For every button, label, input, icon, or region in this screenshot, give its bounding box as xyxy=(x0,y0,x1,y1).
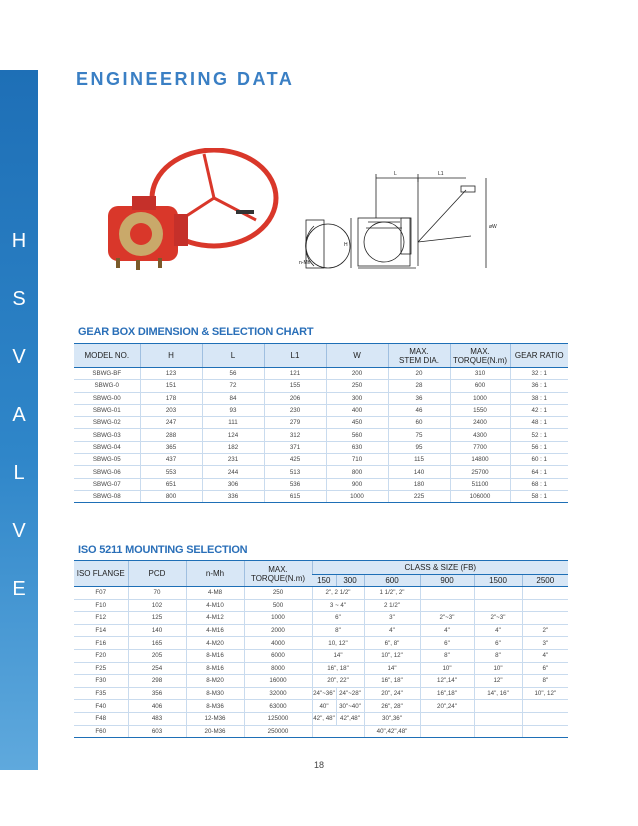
class-size-header: 900 xyxy=(420,575,474,587)
table-cell: 123 xyxy=(140,368,202,380)
table-cell: SBWG-08 xyxy=(74,490,140,502)
table-cell: 630 xyxy=(326,441,388,453)
iso-flange-cell: F48 xyxy=(74,712,128,725)
torque-cell: 250000 xyxy=(244,725,312,738)
pcd-cell: 298 xyxy=(128,675,186,688)
class-size-cell xyxy=(522,712,568,725)
nmh-cell: 8-M16 xyxy=(186,662,244,675)
class-size-cell: 3 ~ 4" xyxy=(312,599,364,612)
table-cell: 400 xyxy=(326,404,388,416)
class-size-cell: 3" xyxy=(364,612,420,625)
torque-cell: 2000 xyxy=(244,624,312,637)
class-size-cell: 4" xyxy=(420,624,474,637)
table-cell: SBWG-01 xyxy=(74,404,140,416)
dimension-drawing xyxy=(306,174,486,268)
class-size-cell: 12",14" xyxy=(420,675,474,688)
nmh-cell: 20-M36 xyxy=(186,725,244,738)
class-size-cell: 8" xyxy=(474,649,522,662)
brand-letter: S xyxy=(12,288,26,310)
brand-letters xyxy=(0,230,38,600)
column-header: CLASS & SIZE (FB) xyxy=(312,561,568,575)
table-cell: 250 xyxy=(326,380,388,392)
torque-cell: 6000 xyxy=(244,649,312,662)
column-header: W xyxy=(326,344,388,368)
table-cell: 151 xyxy=(140,380,202,392)
table-cell: SBWG-06 xyxy=(74,466,140,478)
class-size-cell: 42",48" xyxy=(336,712,364,725)
table-cell: 710 xyxy=(326,454,388,466)
class-size-cell: 10" xyxy=(420,662,474,675)
table-row xyxy=(74,441,568,453)
class-size-cell xyxy=(522,725,568,738)
class-size-cell: 2"~3" xyxy=(420,612,474,625)
label-h: H xyxy=(344,242,348,248)
class-size-cell xyxy=(420,587,474,600)
table-cell: 124 xyxy=(202,429,264,441)
pcd-cell: 356 xyxy=(128,687,186,700)
pcd-cell: 165 xyxy=(128,637,186,650)
class-size-cell xyxy=(522,700,568,713)
brand-letter: L xyxy=(13,462,25,484)
nmh-cell: 8-M36 xyxy=(186,700,244,713)
table-row xyxy=(74,637,568,650)
nmh-cell: 4-M12 xyxy=(186,612,244,625)
table-cell: 58 : 1 xyxy=(510,490,568,502)
table-cell: 182 xyxy=(202,441,264,453)
table-cell: 36 : 1 xyxy=(510,380,568,392)
table-cell: 25700 xyxy=(450,466,510,478)
iso-mounting-table xyxy=(74,560,568,738)
class-size-cell: 30",36" xyxy=(364,712,420,725)
torque-cell: 4000 xyxy=(244,637,312,650)
class-size-cell: 6" xyxy=(312,612,364,625)
nmh-cell: 8-M20 xyxy=(186,675,244,688)
product-illustration xyxy=(96,148,606,298)
pcd-cell: 406 xyxy=(128,700,186,713)
table-row xyxy=(74,662,568,675)
table-row xyxy=(74,712,568,725)
brand-letter: A xyxy=(12,404,26,426)
table-cell: SBWG-03 xyxy=(74,429,140,441)
table-cell: 231 xyxy=(202,454,264,466)
table-cell: 600 xyxy=(450,380,510,392)
table-cell: 553 xyxy=(140,466,202,478)
column-header: L1 xyxy=(264,344,326,368)
table-cell: 52 : 1 xyxy=(510,429,568,441)
table-row xyxy=(74,725,568,738)
table-cell: 437 xyxy=(140,454,202,466)
class-size-cell: 16",18" xyxy=(420,687,474,700)
torque-cell: 16000 xyxy=(244,675,312,688)
torque-cell: 1000 xyxy=(244,612,312,625)
table-row xyxy=(74,454,568,466)
table-cell: 36 xyxy=(388,392,450,404)
table-cell: 206 xyxy=(264,392,326,404)
iso-flange-cell: F40 xyxy=(74,700,128,713)
table-cell: 800 xyxy=(326,466,388,478)
class-size-cell: 8" xyxy=(420,649,474,662)
iso-flange-cell: F25 xyxy=(74,662,128,675)
label-l1: L1 xyxy=(438,171,444,177)
class-size-cell: 10", 12" xyxy=(522,687,568,700)
pcd-cell: 125 xyxy=(128,612,186,625)
table-cell: SBWG-04 xyxy=(74,441,140,453)
pcd-cell: 70 xyxy=(128,587,186,600)
table-cell: 20 xyxy=(388,368,450,380)
nmh-cell: 12-M36 xyxy=(186,712,244,725)
page-title: ENGINEERING DATA xyxy=(76,69,295,89)
class-size-cell: 2"~3" xyxy=(474,612,522,625)
iso-flange-cell: F16 xyxy=(74,637,128,650)
class-size-cell: 42", 48" xyxy=(312,712,336,725)
table-cell: 111 xyxy=(202,417,264,429)
vertical-brand-bar xyxy=(0,70,38,770)
class-size-cell: 20", 24" xyxy=(364,687,420,700)
table-cell: 7700 xyxy=(450,441,510,453)
table-cell: 279 xyxy=(264,417,326,429)
class-size-cell: 24"~28" xyxy=(336,687,364,700)
column-header: PCD xyxy=(128,561,186,587)
class-size-cell: 6" xyxy=(522,662,568,675)
pcd-cell: 254 xyxy=(128,662,186,675)
table-cell: 121 xyxy=(264,368,326,380)
nmh-cell: 8-M30 xyxy=(186,687,244,700)
pcd-cell: 483 xyxy=(128,712,186,725)
table-cell: 56 : 1 xyxy=(510,441,568,453)
brand-letter: E xyxy=(12,578,26,600)
table-row xyxy=(74,649,568,662)
class-size-header: 1500 xyxy=(474,575,522,587)
table-row xyxy=(74,587,568,600)
table-cell: 4300 xyxy=(450,429,510,441)
iso-flange-cell: F20 xyxy=(74,649,128,662)
brand-letter: V xyxy=(12,346,26,368)
table-cell: SBWG-0 xyxy=(74,380,140,392)
class-size-cell xyxy=(420,725,474,738)
table-cell: 32 : 1 xyxy=(510,368,568,380)
table-cell: SBWG-00 xyxy=(74,392,140,404)
table-row xyxy=(74,599,568,612)
class-size-cell: 6" xyxy=(474,637,522,650)
class-size-header: 600 xyxy=(364,575,420,587)
table-cell: 230 xyxy=(264,404,326,416)
iso-flange-cell: F14 xyxy=(74,624,128,637)
page-number: 18 xyxy=(313,760,324,770)
table-cell: 178 xyxy=(140,392,202,404)
class-size-cell: 20",24" xyxy=(420,700,474,713)
class-size-header: 300 xyxy=(336,575,364,587)
pcd-cell: 140 xyxy=(128,624,186,637)
class-size-cell: 14" xyxy=(364,662,420,675)
class-size-cell: 10", 12" xyxy=(364,649,420,662)
class-size-cell: 14", 16" xyxy=(474,687,522,700)
iso-flange-cell: F12 xyxy=(74,612,128,625)
class-size-cell: 2 1/2" xyxy=(364,599,420,612)
torque-cell: 8000 xyxy=(244,662,312,675)
class-size-cell: 16", 18" xyxy=(312,662,364,675)
table-cell: 115 xyxy=(388,454,450,466)
class-size-cell xyxy=(522,612,568,625)
table-cell: 140 xyxy=(388,466,450,478)
table-cell: 68 : 1 xyxy=(510,478,568,490)
gearbox-dimension-table xyxy=(74,343,568,503)
nmh-cell: 4-M10 xyxy=(186,599,244,612)
table-cell: 51100 xyxy=(450,478,510,490)
label-nmh: n-Mh xyxy=(299,260,311,266)
class-size-cell xyxy=(474,712,522,725)
table-cell: 310 xyxy=(450,368,510,380)
table-cell: 95 xyxy=(388,441,450,453)
class-size-cell: 12" xyxy=(474,675,522,688)
table-cell: SBWG-02 xyxy=(74,417,140,429)
table-cell: 72 xyxy=(202,380,264,392)
table-cell: 615 xyxy=(264,490,326,502)
table-cell: 312 xyxy=(264,429,326,441)
table-cell: 306 xyxy=(202,478,264,490)
table-row xyxy=(74,490,568,502)
table-cell: 203 xyxy=(140,404,202,416)
table-cell: 28 xyxy=(388,380,450,392)
class-size-cell: 10" xyxy=(474,662,522,675)
nmh-cell: 4-M20 xyxy=(186,637,244,650)
column-header: GEAR RATIO xyxy=(510,344,568,368)
gearbox-photo xyxy=(108,150,276,270)
class-size-cell: 40" xyxy=(312,700,336,713)
class-size-cell xyxy=(522,599,568,612)
column-header: MAX. STEM DIA. xyxy=(388,344,450,368)
table-row xyxy=(74,624,568,637)
label-w: øW xyxy=(489,224,497,230)
table-row xyxy=(74,429,568,441)
table-row xyxy=(74,675,568,688)
class-size-cell xyxy=(474,725,522,738)
table-cell: 288 xyxy=(140,429,202,441)
column-header: MAX. TORQUE(N.m) xyxy=(450,344,510,368)
class-size-cell xyxy=(474,599,522,612)
class-size-cell: 2" xyxy=(522,624,568,637)
table-row xyxy=(74,700,568,713)
class-size-cell: 40",42",48" xyxy=(364,725,420,738)
table-cell: 46 xyxy=(388,404,450,416)
table-cell: 14800 xyxy=(450,454,510,466)
class-size-cell: 6" xyxy=(420,637,474,650)
table-cell: 560 xyxy=(326,429,388,441)
table-row xyxy=(74,404,568,416)
table-row xyxy=(74,368,568,380)
gearbox-valve-drawing xyxy=(96,148,606,298)
table-row xyxy=(74,612,568,625)
table-cell: 180 xyxy=(388,478,450,490)
table-row xyxy=(74,392,568,404)
class-size-cell: 26", 28" xyxy=(364,700,420,713)
table-cell: 60 : 1 xyxy=(510,454,568,466)
table-cell: 42 : 1 xyxy=(510,404,568,416)
table-cell: SBWG-05 xyxy=(74,454,140,466)
column-header: MAX. TORQUE(N.m) xyxy=(244,561,312,587)
iso-flange-cell: F10 xyxy=(74,599,128,612)
table-cell: 64 : 1 xyxy=(510,466,568,478)
iso-section-title: ISO 5211 MOUNTING SELECTION xyxy=(78,544,248,556)
pcd-cell: 205 xyxy=(128,649,186,662)
table-cell: 225 xyxy=(388,490,450,502)
class-size-cell: 10, 12" xyxy=(312,637,364,650)
brand-letter: V xyxy=(12,520,26,542)
table-cell: 56 xyxy=(202,368,264,380)
pcd-cell: 603 xyxy=(128,725,186,738)
class-size-cell xyxy=(420,712,474,725)
table-cell: 1000 xyxy=(326,490,388,502)
torque-cell: 125000 xyxy=(244,712,312,725)
table-row xyxy=(74,380,568,392)
class-size-header: 150 xyxy=(312,575,336,587)
table-cell: 200 xyxy=(326,368,388,380)
nmh-cell: 4-M16 xyxy=(186,624,244,637)
table-cell: 155 xyxy=(264,380,326,392)
table-cell: 371 xyxy=(264,441,326,453)
table-cell: 93 xyxy=(202,404,264,416)
class-size-cell xyxy=(522,587,568,600)
class-size-cell: 24"~36" xyxy=(312,687,336,700)
table-cell: 800 xyxy=(140,490,202,502)
torque-cell: 250 xyxy=(244,587,312,600)
table-cell: 536 xyxy=(264,478,326,490)
table-cell: 450 xyxy=(326,417,388,429)
class-size-cell: 16", 18" xyxy=(364,675,420,688)
column-header: H xyxy=(140,344,202,368)
nmh-cell: 4-M8 xyxy=(186,587,244,600)
table-cell: 75 xyxy=(388,429,450,441)
class-size-cell xyxy=(474,700,522,713)
table-cell: 1550 xyxy=(450,404,510,416)
table-cell: 244 xyxy=(202,466,264,478)
class-size-cell xyxy=(420,599,474,612)
class-size-cell: 4" xyxy=(522,649,568,662)
class-size-cell xyxy=(312,725,364,738)
iso-flange-cell: F30 xyxy=(74,675,128,688)
table-cell: 1000 xyxy=(450,392,510,404)
torque-cell: 32000 xyxy=(244,687,312,700)
column-header: MODEL NO. xyxy=(74,344,140,368)
iso-flange-cell: F35 xyxy=(74,687,128,700)
table-row xyxy=(74,417,568,429)
class-size-cell: 30"~40" xyxy=(336,700,364,713)
nmh-cell: 8-M16 xyxy=(186,649,244,662)
table-row xyxy=(74,466,568,478)
table-cell: 336 xyxy=(202,490,264,502)
label-l: L xyxy=(394,171,397,177)
table-cell: 84 xyxy=(202,392,264,404)
class-size-cell: 20", 22" xyxy=(312,675,364,688)
class-size-cell: 1 1/2", 2" xyxy=(364,587,420,600)
class-size-cell: 2", 2 1/2" xyxy=(312,587,364,600)
table-cell: SBWG-07 xyxy=(74,478,140,490)
gearbox-section-title: GEAR BOX DIMENSION & SELECTION CHART xyxy=(78,326,314,338)
table-cell: 60 xyxy=(388,417,450,429)
table-row xyxy=(74,687,568,700)
iso-flange-cell: F60 xyxy=(74,725,128,738)
table-cell: 365 xyxy=(140,441,202,453)
table-cell: SBWG-BF xyxy=(74,368,140,380)
table-cell: 106000 xyxy=(450,490,510,502)
class-size-cell: 3" xyxy=(522,637,568,650)
table-cell: 38 : 1 xyxy=(510,392,568,404)
class-size-header: 2500 xyxy=(522,575,568,587)
column-header: ISO FLANGE xyxy=(74,561,128,587)
class-size-cell: 4" xyxy=(474,624,522,637)
table-cell: 2400 xyxy=(450,417,510,429)
table-cell: 900 xyxy=(326,478,388,490)
table-cell: 247 xyxy=(140,417,202,429)
class-size-cell: 4" xyxy=(364,624,420,637)
table-cell: 513 xyxy=(264,466,326,478)
table-cell: 425 xyxy=(264,454,326,466)
table-cell: 300 xyxy=(326,392,388,404)
class-size-cell xyxy=(474,587,522,600)
pcd-cell: 102 xyxy=(128,599,186,612)
iso-flange-cell: F07 xyxy=(74,587,128,600)
class-size-cell: 6", 8" xyxy=(364,637,420,650)
brand-letter: H xyxy=(11,230,27,252)
class-size-cell: 8" xyxy=(312,624,364,637)
table-cell: 651 xyxy=(140,478,202,490)
torque-cell: 500 xyxy=(244,599,312,612)
table-cell: 48 : 1 xyxy=(510,417,568,429)
torque-cell: 63000 xyxy=(244,700,312,713)
class-size-cell: 8" xyxy=(522,675,568,688)
column-header: n-Mh xyxy=(186,561,244,587)
column-header: L xyxy=(202,344,264,368)
class-size-cell: 14" xyxy=(312,649,364,662)
table-row xyxy=(74,478,568,490)
